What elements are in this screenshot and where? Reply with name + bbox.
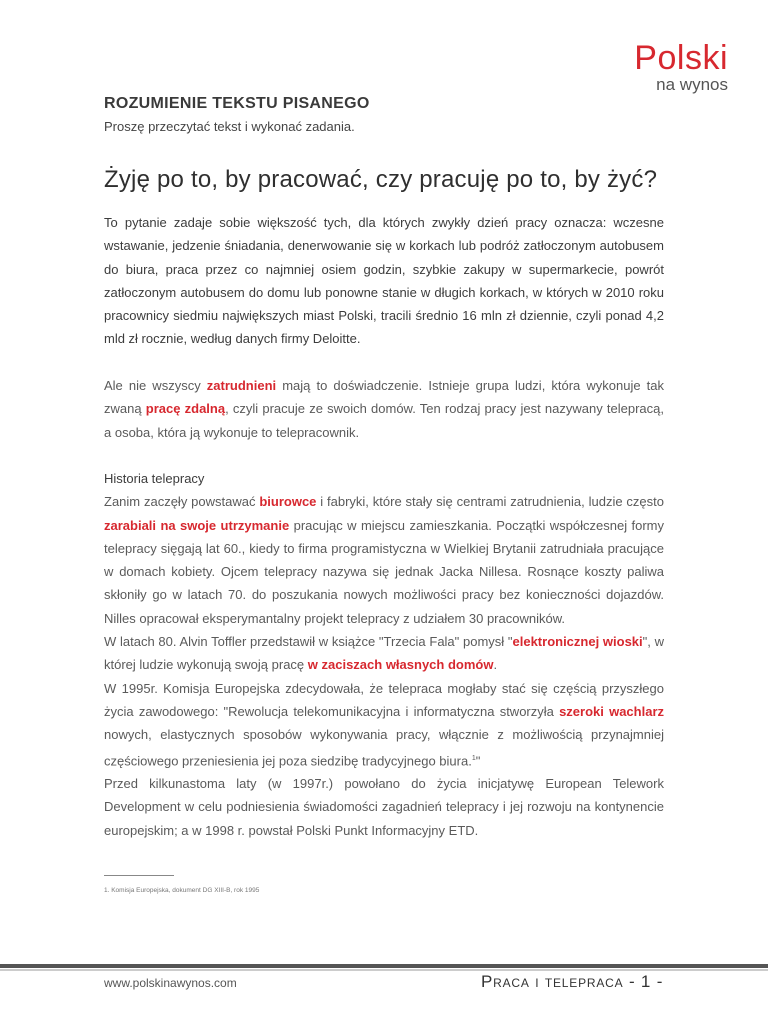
highlight-zatrudnieni: zatrudnieni — [206, 378, 277, 393]
footnote-ref[interactable]: 1 — [471, 754, 476, 762]
history-heading: Historia telepracy — [104, 471, 205, 486]
highlight-prace-zdalna: pracę zdalną — [145, 401, 226, 417]
footer-page-label — [481, 972, 663, 992]
section-title: ROZUMIENIE TEKSTU PISANEGO — [104, 95, 370, 112]
article-title: Żyję po to, by pracować, czy pracuję po to, by żyć? — [104, 166, 658, 193]
history-paragraph-4: Przed kilkunastoma laty (w 1997r.) powołano do życia inicjatywę European Telework Development w celu podniesienia świadomości zagadnień telepracy i jej rozwoju na kontynencie europejskim; a w 1998 r. powstał Polski Punkt Informacyjny ETD. — [104, 776, 664, 838]
history-paragraph-2: W latach 80. Alvin Toffler przedstawił w książce "Trzecia Fala" pomysł "elektronicznej wioski", w której ludzie wykonują swoją pracę w zaciszach własnych domów. — [104, 634, 664, 673]
footnote-divider — [104, 875, 174, 876]
footer-url[interactable]: www.polskinawynos.com — [104, 976, 237, 990]
paragraph-1: To pytanie zadaje sobie większość tych, dla których zwykły dzień pracy oznacza: wczesne wstawanie, jedzenie śniadania, denerwowanie się w korkach lub podróż zatłoczonym autobusem do biura, praca przez co najmniej osiem godzin, szybkie zakupy w supermarkecie, powrót zatłoczonym autobusem do domu lub ponowne stanie w długich korkach, w których w 2010 roku pracownicy siedmiu największych miast Polski, tracili średnio 16 mln zł dziennie, czyli ponad 4,2 mld zł rocznie, według danych firmy Deloitte. — [104, 215, 664, 347]
page-number: - 1 - — [628, 972, 664, 991]
history-paragraph-3: W 1995r. Komisja Europejska zdecydowała, że telepraca mogłaby stać się częścią przyszłego życia zawodowego: "Rewolucja telekomunikacyjna i informatyczna stworzyła szeroki wachlarz nowych, elastycznych sposobów wykonywania pracy, włącznie z możliwością przynajmniej częściowego przeniesienia jej poza siedzibę tradycyjnego biura.$^1$" — [104, 680, 664, 768]
highlight-w-zaciszach: w zaciszach własnych domów — [307, 657, 494, 673]
history-paragraph-1: Zanim zaczęły powstawać biurowce i fabryki, które stały się centrami zatrudnienia, ludzie często zarabiali na swoje utrzymanie pracując w miejscu zamieszkania. Początki współczesnej formy telepracy sięgają lat 60., kiedy to firma programistyczna w Wielkiej Brytanii zatrudniała pracujące w domach kobiety. Ojcem telepracy nazywa się jednak Jacka Nillesa. Rosnące koszty paliwa skłoniły go w latach 70. do poszukania nowych możliwości pracy bez konieczności dojazdów. Nilles opracował eksperymantalny projekt telepracy z udziałem 30 pracowników. — [104, 494, 665, 626]
footnote: 1. Komisja Europejska, dokument DG XIII-B, rok 1995 — [104, 887, 260, 894]
logo — [628, 38, 728, 94]
footer-divider-light — [0, 969, 768, 971]
logo-subtitle: na wynos — [656, 75, 728, 94]
logo-text: Polski — [634, 39, 728, 77]
page-title: Praca i telepraca — [481, 972, 624, 991]
history-section — [104, 467, 664, 842]
highlight-biurowce: biurowce — [259, 494, 317, 510]
paragraph-2: Ale nie wszyscy zatrudnieni mają to doświadczenie. Istnieje grupa ludzi, która wykonuje tak zwaną pracę zdalną, czyli pracuje ze swoich domów. Ten rodzaj pracy jest nazywany telepracą, a osoba, która ją wykonuje to telepracownik. — [104, 378, 664, 440]
highlight-zarabiali: zarabiali na swoje utrzymanie — [104, 517, 290, 533]
footer-divider — [0, 964, 768, 968]
header — [104, 95, 664, 134]
instruction: Proszę przeczytać tekst i wykonać zadania. — [104, 119, 355, 134]
highlight-elektronicznej-wioski: elektronicznej wioski — [512, 634, 643, 650]
highlight-szeroki-wachlarz: szeroki wachlarz — [559, 703, 664, 719]
